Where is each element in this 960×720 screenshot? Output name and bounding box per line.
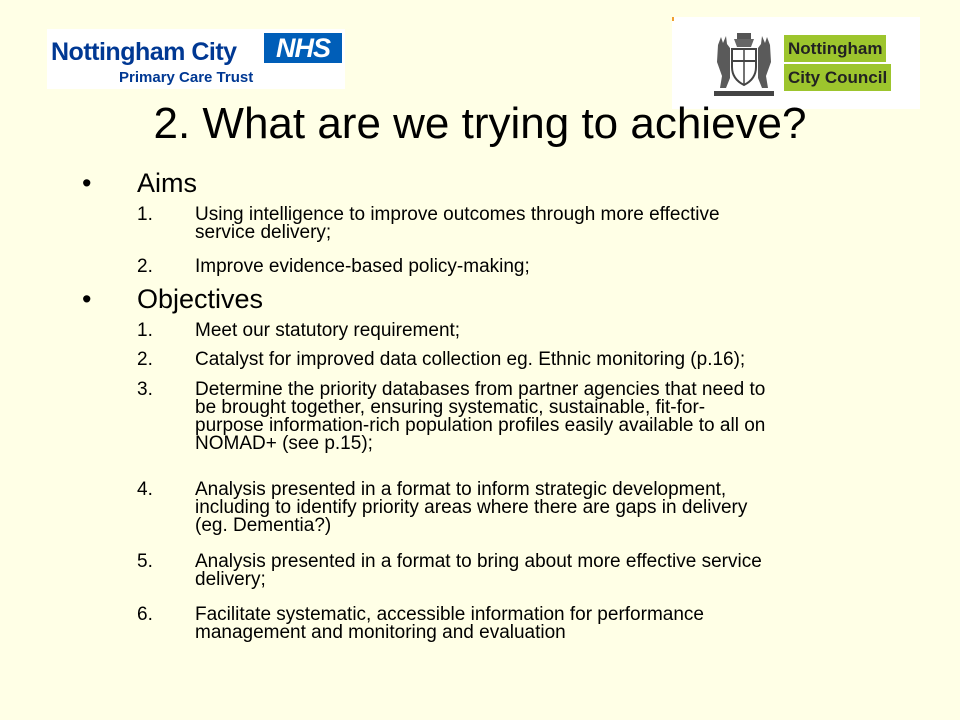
council-logo-line-1: Nottingham xyxy=(784,35,886,62)
section-heading: Objectives xyxy=(137,284,264,314)
nhs-logo xyxy=(47,29,345,89)
section-heading: Aims xyxy=(137,168,197,198)
list-item-line: Determine the priority databases from partner agencies that need to xyxy=(195,379,766,400)
list-item-line: be brought together, ensuring systematic, sustainable, fit-for- xyxy=(195,397,706,418)
list-item-text xyxy=(195,351,935,369)
list-item-number: 2. xyxy=(137,349,153,370)
list-item-line: Facilitate systematic, accessible information for performance xyxy=(195,604,704,625)
slide-title: 2. What are we trying to achieve? xyxy=(153,99,807,148)
list-item-line: Analysis presented in a format to inform strategic development, xyxy=(195,479,727,500)
list-item-line: Analysis presented in a format to bring about more effective service xyxy=(195,551,762,572)
list-item-line: Using intelligence to improve outcomes through more effective xyxy=(195,204,720,225)
list-item-line: Catalyst for improved data collection eg. Ethnic monitoring (p.16); xyxy=(195,349,746,370)
list-item-line: (eg. Dementia?) xyxy=(195,515,332,536)
list-item-text xyxy=(195,553,935,589)
section-heading-objectives xyxy=(0,282,960,316)
list-item-line: service delivery; xyxy=(195,222,332,243)
list-item-text xyxy=(195,322,935,340)
nhs-logo-subtitle: Primary Care Trust xyxy=(119,69,254,86)
bullet-icon: • xyxy=(82,168,92,198)
list-item-line: management and monitoring and evaluation xyxy=(195,622,566,643)
list-item-line: Meet our statutory requirement; xyxy=(195,320,461,341)
list-item-text xyxy=(195,258,935,276)
nhs-badge: NHS xyxy=(264,33,342,63)
council-logo-line-2: City Council xyxy=(784,64,891,91)
list-item-text xyxy=(195,481,935,535)
list-item-line: purpose information-rich population profiles easily available to all on xyxy=(195,415,766,436)
list-item-line: delivery; xyxy=(195,569,266,590)
list-item-line: NOMAD+ (see p.15); xyxy=(195,433,373,454)
list-item-line: including to identify priority areas where there are gaps in delivery xyxy=(195,497,748,518)
list-item-text xyxy=(195,206,935,242)
list-item-line: Improve evidence-based policy-making; xyxy=(195,256,530,277)
list-item-number: 2. xyxy=(137,256,153,277)
nhs-logo-name: Nottingham City xyxy=(51,38,237,66)
list-item-number: 1. xyxy=(137,320,153,341)
list-item-text xyxy=(195,606,935,642)
list-item-number: 4. xyxy=(137,479,153,500)
logo-accent-mark xyxy=(672,17,674,21)
list-item-number: 1. xyxy=(137,204,153,225)
list-item-number: 3. xyxy=(137,379,153,400)
section-heading-aims xyxy=(0,166,960,200)
list-item-text xyxy=(195,381,935,453)
bullet-icon: • xyxy=(82,284,92,314)
list-item-number: 6. xyxy=(137,604,153,625)
list-item-number: 5. xyxy=(137,551,153,572)
coat-of-arms-crest-icon xyxy=(710,31,778,99)
